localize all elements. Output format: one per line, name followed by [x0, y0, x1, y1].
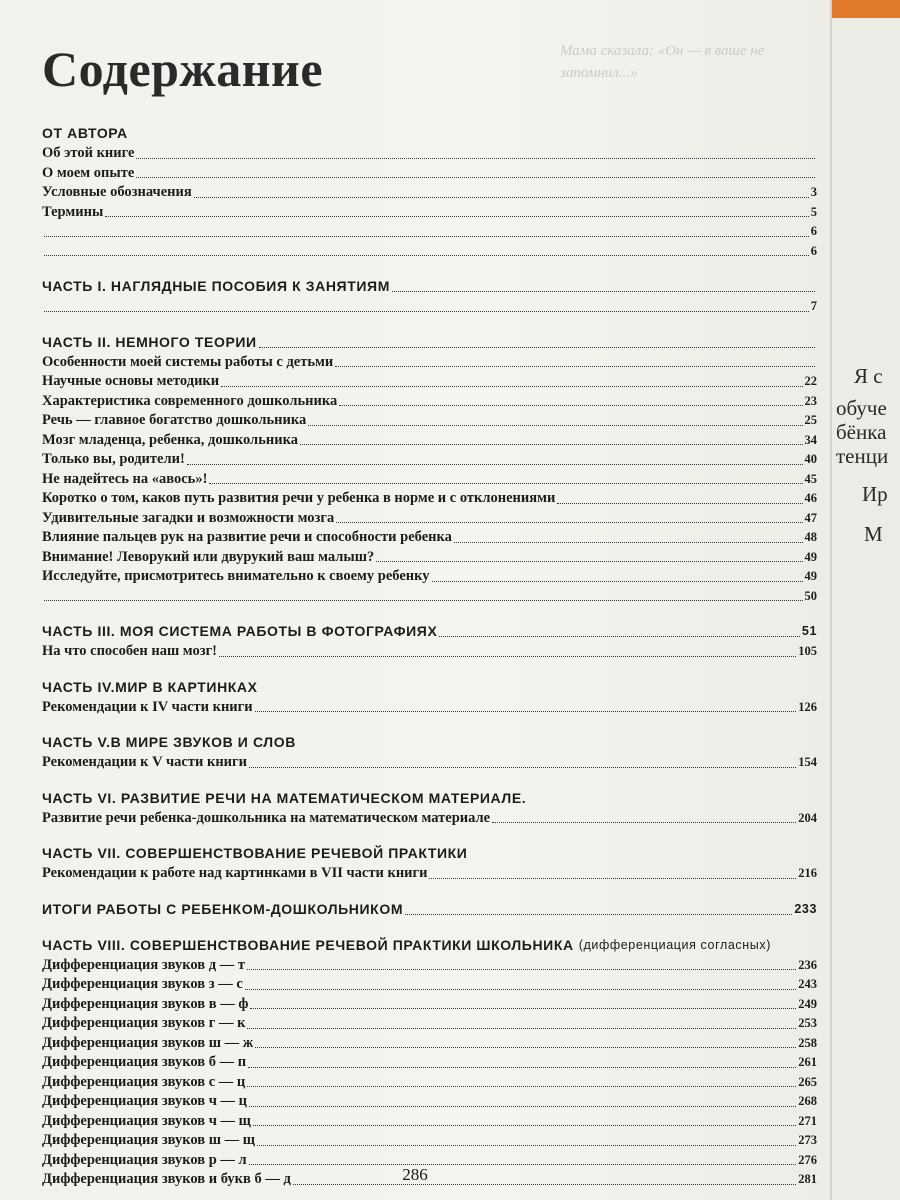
- page-title: Содержание: [42, 41, 324, 97]
- dot-leader: [194, 197, 809, 198]
- toc-entry-title: Рекомендации к V части книги: [42, 754, 247, 770]
- toc-entry-title: Дифференциация звуков р — л: [42, 1151, 247, 1168]
- toc-entry: [42, 222, 817, 242]
- toc-part-heading: [42, 898, 817, 920]
- dot-leader: [250, 1008, 796, 1009]
- toc-page-number: 233: [794, 901, 817, 916]
- toc-entry-title: ЧАСТЬ IV.МИР В КАРТИНКАХ: [42, 678, 258, 695]
- page-number: 286: [402, 1165, 428, 1184]
- dot-leader: [335, 366, 815, 367]
- dot-leader: [247, 969, 796, 970]
- toc-page-number: 273: [798, 1133, 817, 1147]
- toc-page-number: 5: [810, 204, 817, 219]
- toc-entry-title: Мозг младенца, ребенка, дошкольника: [42, 431, 298, 448]
- dot-leader: [209, 483, 802, 484]
- toc-entry-title: Дифференциация звуков в — ф: [42, 995, 249, 1012]
- toc-entry: [42, 431, 817, 451]
- section-spacer: [42, 828, 817, 842]
- toc-entry-title: ОТ АВТОРА: [42, 125, 128, 141]
- toc-entry-title: Влияние пальцев рук на развитие речи и способности ребенка: [42, 529, 452, 545]
- toc-page-number: 271: [798, 1113, 817, 1128]
- toc-entry: [42, 353, 817, 373]
- dot-leader: [105, 216, 808, 217]
- section-spacer: [42, 884, 817, 898]
- dot-leader: [339, 405, 802, 406]
- toc-entry-title: ЧАСТЬ VII. СОВЕРШЕНСТВОВАНИЕ РЕЧЕВОЙ ПРАКТИКИ: [42, 845, 468, 861]
- right-page-fragment: обуче: [836, 396, 887, 420]
- dot-leader: [405, 914, 792, 915]
- toc-entry-title: Только вы, родители!: [42, 451, 185, 467]
- toc-entry: [42, 995, 817, 1015]
- dot-leader: [245, 989, 796, 990]
- toc-entry-title: Речь — главное богатство дошкольника: [42, 412, 307, 428]
- toc-part-heading: [42, 331, 817, 353]
- dot-leader: [557, 503, 802, 504]
- toc-page-number: 7: [810, 299, 817, 313]
- toc-entry-title: Исследуйте, присмотритесь внимательно к своему ребенку: [42, 568, 430, 584]
- toc-entry-title: Научные основы методики: [42, 373, 220, 389]
- dot-leader: [376, 561, 802, 562]
- section-spacer: [42, 717, 817, 731]
- toc-entry-title: Особенности моей системы работы с детьми: [42, 353, 334, 370]
- right-page-fragment: М: [864, 522, 883, 546]
- toc-entry-subtitle: (дифференциация согласных): [578, 937, 771, 952]
- toc-entry: [42, 242, 817, 262]
- show-through-text: Мама сказала: «Он — в ваше не запомнил...»: [560, 43, 765, 81]
- dot-leader: [492, 822, 796, 823]
- toc-entry: [42, 1073, 817, 1093]
- toc-entry-title: Дифференциация звуков ш — ж: [42, 1034, 254, 1051]
- dot-leader: [219, 656, 796, 657]
- toc-entry: [42, 809, 817, 829]
- right-page-fragment: тенци: [836, 444, 889, 468]
- toc-part-heading: [42, 842, 817, 864]
- toc-entry-title: Дифференциация звуков и букв б — д: [42, 1171, 291, 1187]
- dot-leader: [44, 236, 809, 237]
- dot-leader: [392, 291, 815, 292]
- toc-page-number: 3: [810, 185, 817, 199]
- toc-entry: [42, 1112, 817, 1132]
- toc-page-number: 48: [804, 530, 817, 544]
- table-of-contents: [42, 122, 817, 1190]
- toc-entry-title: ИТОГИ РАБОТЫ С РЕБЕНКОМ-ДОШКОЛЬНИКОМ: [42, 900, 404, 917]
- section-spacer: [42, 773, 817, 787]
- toc-entry-title: ЧАСТЬ VIII. СОВЕРШЕНСТВОВАНИЕ РЕЧЕВОЙ ПРАКТИКИ ШКОЛЬНИКА: [42, 936, 574, 953]
- dot-leader: [221, 386, 802, 387]
- dot-leader: [429, 878, 796, 879]
- toc-page-number: 216: [798, 866, 817, 880]
- dot-leader: [255, 711, 797, 712]
- dot-leader: [336, 522, 802, 523]
- toc-entry-title: О моем опыте: [42, 164, 135, 181]
- toc-page-number: 34: [804, 432, 817, 447]
- dot-leader: [136, 158, 815, 159]
- toc-page-number: 268: [798, 1094, 817, 1108]
- toc-entry: [42, 864, 817, 884]
- toc-entry-title: Не надейтесь на «авось»!: [42, 470, 208, 487]
- toc-entry-title: ЧАСТЬ V.В МИРЕ ЗВУКОВ И СЛОВ: [42, 734, 296, 750]
- toc-entry: [42, 372, 817, 392]
- toc-entry-title: На что способен наш мозг!: [42, 643, 217, 659]
- toc-entry: [42, 698, 817, 718]
- toc-entry: [42, 203, 817, 223]
- section-spacer: [42, 662, 817, 676]
- toc-part-heading: [42, 787, 817, 809]
- toc-entry: [42, 1034, 817, 1054]
- toc-page-number: 51: [801, 624, 817, 638]
- toc-page-number: 23: [804, 393, 817, 408]
- dot-leader: [253, 1125, 796, 1126]
- toc-page-number: 236: [798, 957, 817, 972]
- toc-entry: [42, 975, 817, 995]
- toc-page-number: 49: [804, 569, 817, 583]
- toc-part-heading: [42, 676, 817, 698]
- toc-entry-title: Дифференциация звуков ш — щ: [42, 1132, 255, 1148]
- toc-entry-title: Дифференциация звуков б — п: [42, 1054, 247, 1070]
- toc-page-number: 46: [804, 491, 817, 505]
- dot-leader: [308, 425, 802, 426]
- dot-leader: [257, 1145, 796, 1146]
- toc-page-number: 22: [804, 374, 817, 388]
- toc-page-number: 281: [798, 1172, 817, 1186]
- toc-part-heading: [42, 620, 817, 642]
- section-spacer: [42, 261, 817, 275]
- toc-page-number: 25: [804, 413, 817, 427]
- dot-leader: [439, 636, 800, 637]
- toc-page-number: 253: [798, 1016, 817, 1030]
- toc-entry-title: Коротко о том, каков путь развития речи у ребенка в норме и с отклонениями: [42, 490, 556, 506]
- dot-leader: [259, 347, 815, 348]
- toc-page-number: 6: [810, 243, 817, 258]
- toc-entry: [42, 489, 817, 509]
- toc-page-number: 47: [804, 510, 817, 525]
- toc-entry: [42, 297, 817, 317]
- toc-entry-title: Дифференциация звуков ч — ц: [42, 1093, 248, 1109]
- right-page-fragment: Ир: [862, 482, 888, 506]
- toc-entry-title: Об этой книге: [42, 145, 135, 161]
- toc-entry: [42, 1131, 817, 1151]
- toc-entry: [42, 470, 817, 490]
- orange-cover-corner: [832, 0, 900, 18]
- toc-entry-title: Термины: [42, 203, 104, 220]
- dot-leader: [248, 1067, 796, 1068]
- dot-leader: [454, 542, 803, 543]
- section-spacer: [42, 920, 817, 934]
- toc-page-number: 204: [798, 810, 817, 825]
- toc-entry: [42, 548, 817, 568]
- toc-entry: [42, 450, 817, 470]
- toc-entry: [42, 753, 817, 773]
- toc-entry-title: ЧАСТЬ VI. РАЗВИТИЕ РЕЧИ НА МАТЕМАТИЧЕСКОМ МАТЕРИАЛЕ.: [42, 789, 527, 806]
- toc-part-heading: [42, 275, 817, 297]
- toc-entry: [42, 1092, 817, 1112]
- toc-entry-title: Дифференциация звуков з — с: [42, 976, 243, 992]
- right-page-fragment: бёнка: [836, 420, 887, 444]
- dot-leader: [247, 1086, 796, 1087]
- toc-page-number: 6: [810, 224, 817, 238]
- toc-page-number: 126: [798, 699, 817, 714]
- dot-leader: [136, 177, 815, 178]
- book-page-right: [830, 0, 900, 1200]
- toc-page-number: 261: [798, 1055, 817, 1069]
- toc-entry: [42, 642, 817, 662]
- toc-entry: [42, 1014, 817, 1034]
- toc-page-number: 105: [798, 644, 817, 658]
- toc-page-number: 243: [798, 977, 817, 991]
- toc-entry: [42, 528, 817, 548]
- toc-page-number: 49: [804, 549, 817, 564]
- toc-part-heading: [42, 122, 817, 144]
- dot-leader: [187, 464, 803, 465]
- toc-page-number: 50: [804, 588, 817, 603]
- toc-page-number: 249: [798, 996, 817, 1011]
- toc-entry-title: Дифференциация звуков д — т: [42, 956, 245, 973]
- toc-entry: [42, 183, 817, 203]
- toc-entry-title: ЧАСТЬ I. НАГЛЯДНЫЕ ПОСОБИЯ К ЗАНЯТИЯМ: [42, 278, 390, 294]
- toc-entry: [42, 509, 817, 529]
- toc-entry: [42, 164, 817, 184]
- toc-part-heading: [42, 934, 817, 956]
- toc-entry-title: Дифференциация звуков с — ц: [42, 1073, 246, 1090]
- dot-leader: [247, 1028, 796, 1029]
- dot-leader: [44, 600, 803, 601]
- toc-entry-title: Дифференциация звуков г — к: [42, 1015, 246, 1031]
- dot-leader: [255, 1047, 796, 1048]
- toc-entry: [42, 1053, 817, 1073]
- toc-page-number: 265: [798, 1074, 817, 1089]
- toc-entry-title: ЧАСТЬ II. НЕМНОГО ТЕОРИИ: [42, 333, 257, 350]
- toc-entry: [42, 587, 817, 607]
- toc-entry-title: Дифференциация звуков ч — щ: [42, 1112, 251, 1129]
- toc-entry-title: ЧАСТЬ III. МОЯ СИСТЕМА РАБОТЫ В ФОТОГРАФИЯХ: [42, 623, 438, 639]
- toc-entry-title: Развитие речи ребенка-дошкольника на математическом материале: [42, 809, 491, 826]
- dot-leader: [44, 311, 809, 312]
- toc-entry: [42, 144, 817, 164]
- toc-part-heading: [42, 731, 817, 753]
- toc-page-number: 45: [804, 471, 817, 486]
- toc-page-number: 40: [804, 452, 817, 466]
- toc-entry-title: Рекомендации к IV части книги: [42, 698, 253, 715]
- toc-entry-title: Внимание! Леворукий или двурукий ваш малыш?: [42, 548, 375, 565]
- toc-page-number: 258: [798, 1035, 817, 1050]
- dot-leader: [300, 444, 803, 445]
- toc-entry: [42, 567, 817, 587]
- toc-entry: [42, 392, 817, 412]
- toc-entry-title: Условные обозначения: [42, 184, 192, 200]
- toc-page-number: 276: [798, 1152, 817, 1167]
- dot-leader: [249, 1106, 796, 1107]
- dot-leader: [432, 581, 803, 582]
- toc-page-number: 154: [798, 755, 817, 769]
- toc-entry-title: Характеристика современного дошкольника: [42, 392, 338, 409]
- toc-entry: [42, 411, 817, 431]
- dot-leader: [44, 255, 809, 256]
- right-page-fragment: Я с: [854, 364, 883, 388]
- section-spacer: [42, 606, 817, 620]
- toc-entry-title: Рекомендации к работе над картинками в VII части книги: [42, 865, 428, 881]
- toc-entry-title: Удивительные загадки и возможности мозга: [42, 509, 335, 526]
- toc-entry: [42, 956, 817, 976]
- dot-leader: [249, 767, 796, 768]
- section-spacer: [42, 317, 817, 331]
